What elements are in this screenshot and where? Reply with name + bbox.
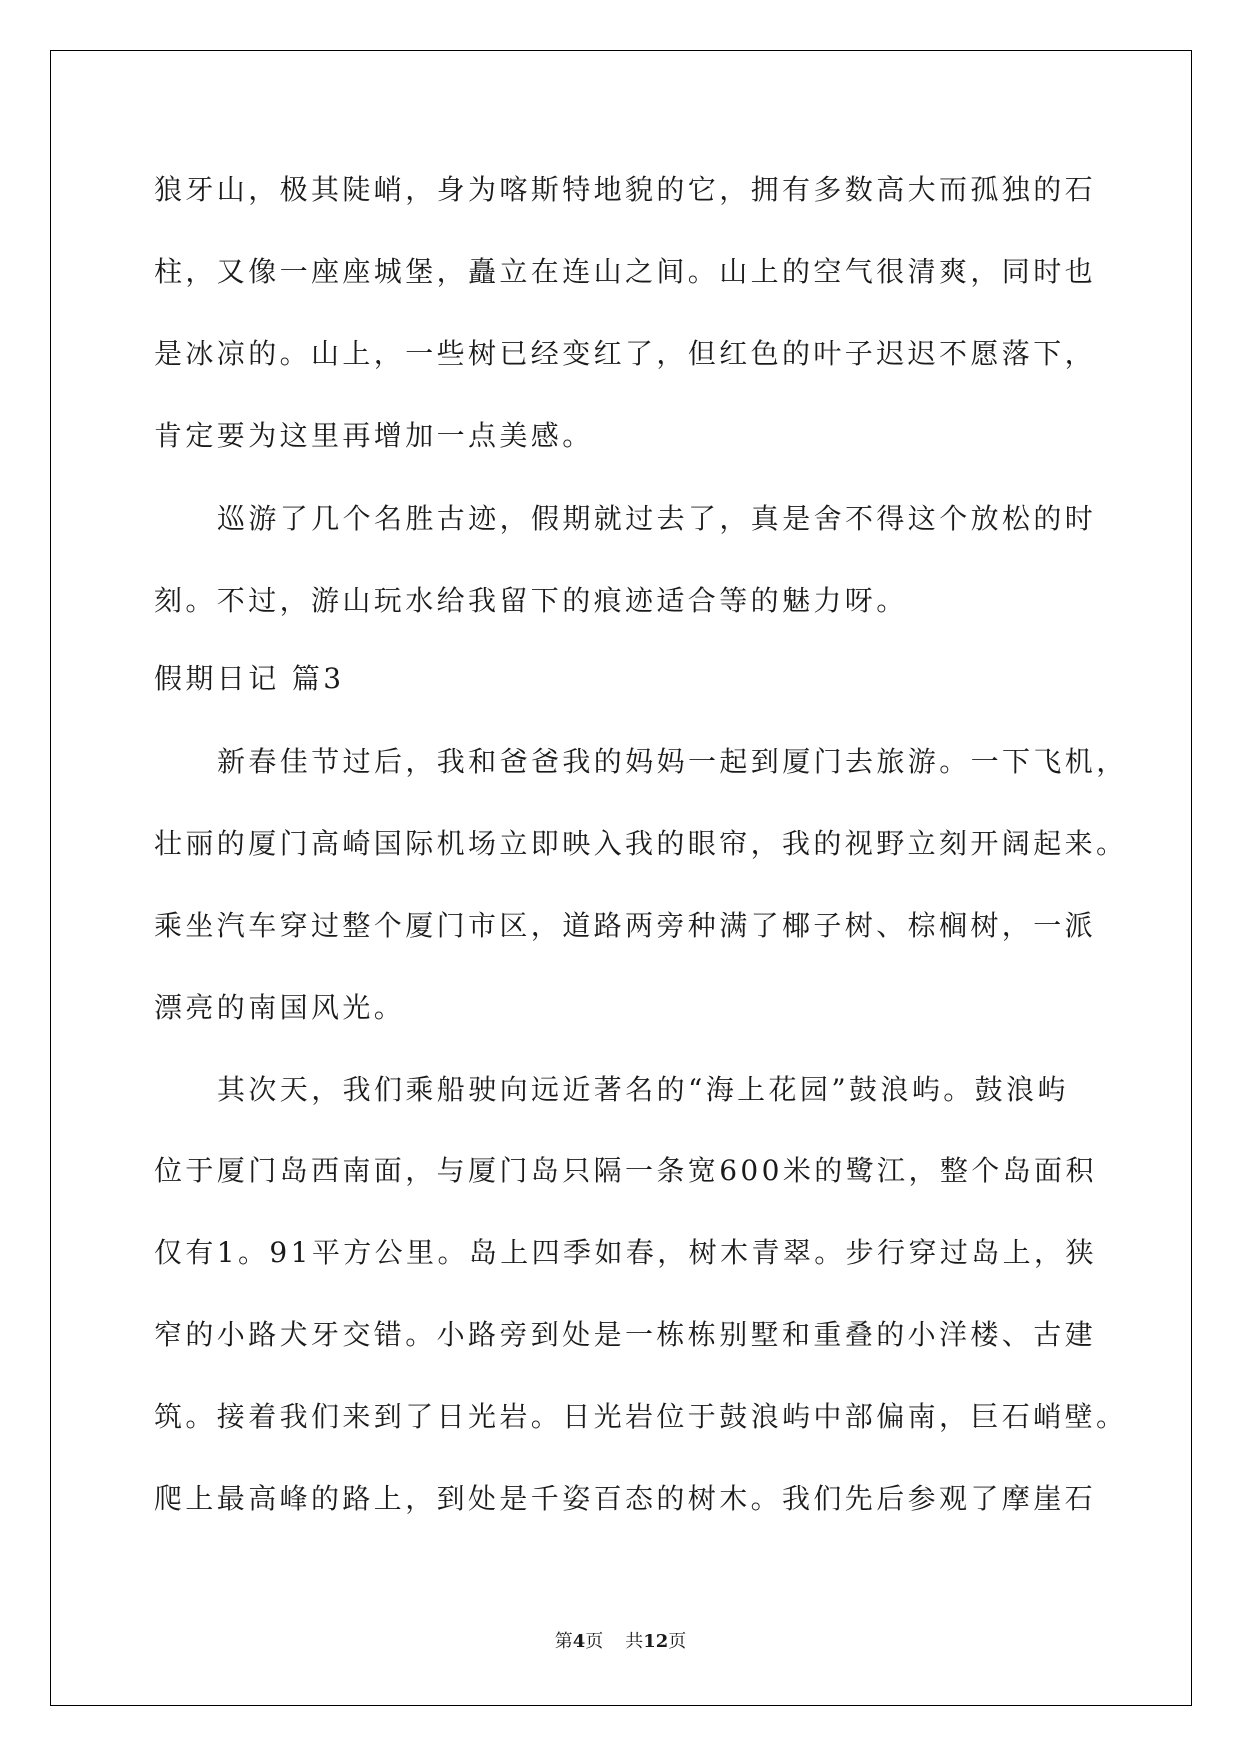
page-footer: [0, 1630, 1241, 1654]
text-line: 肯定要为这里再增加一点美感。: [154, 419, 594, 452]
paragraph-first-line: 新春佳节过后，我和爸爸我的妈妈一起到厦门去旅游。一下飞机，: [217, 745, 1128, 778]
text-line: 乘坐汽车穿过整个厦门市区，道路两旁种满了椰子树、棕榈树，一派: [154, 909, 1097, 942]
page-border: [50, 50, 1192, 1706]
text-line: 壮丽的厦门高崎国际机场立即映入我的眼帘，我的视野立刻开阔起来。: [154, 827, 1128, 860]
text-line: 刻。不过，游山玩水给我留下的痕迹适合等的魅力呀。: [154, 584, 908, 617]
paragraph-first-line: 其次天，我们乘船驶向远近著名的“海上花园”鼓浪屿。鼓浪屿: [217, 1073, 1069, 1106]
text-line: 筑。接着我们来到了日光岩。日光岩位于鼓浪屿中部偏南，巨石峭壁。: [154, 1400, 1128, 1433]
total-suffix: 页: [668, 1631, 687, 1652]
page-prefix: 第: [554, 1631, 573, 1652]
total-pages: 12: [643, 1631, 669, 1652]
page-number: 4: [572, 1631, 586, 1652]
section-heading: 假期日记 篇3: [154, 662, 345, 695]
text-line: 窄的小路犬牙交错。小路旁到处是一栋栋别墅和重叠的小洋楼、古建: [154, 1318, 1097, 1351]
page-suffix: 页: [585, 1631, 604, 1652]
paragraph-first-line: 巡游了几个名胜古迹，假期就过去了，真是舍不得这个放松的时: [217, 502, 1097, 535]
text-line: 狼牙山，极其陡峭，身为喀斯特地貌的它，拥有多数高大而孤独的石: [154, 173, 1097, 206]
text-line: 爬上最高峰的路上，到处是千姿百态的树木。我们先后参观了摩崖石: [154, 1482, 1097, 1515]
text-line: 位于厦门岛西南面，与厦门岛只隔一条宽600米的鹭江，整个岛面积: [154, 1154, 1097, 1187]
text-line: 柱，又像一座座城堡，矗立在连山之间。山上的空气很清爽，同时也: [154, 255, 1097, 288]
text-line: 仅有1。91平方公里。岛上四季如春，树木青翠。步行穿过岛上，狭: [154, 1236, 1097, 1269]
total-prefix: 共: [625, 1631, 644, 1652]
text-line: 是冰凉的。山上，一些树已经变红了，但红色的叶子迟迟不愿落下，: [154, 337, 1097, 370]
text-line: 漂亮的南国风光。: [154, 991, 406, 1024]
